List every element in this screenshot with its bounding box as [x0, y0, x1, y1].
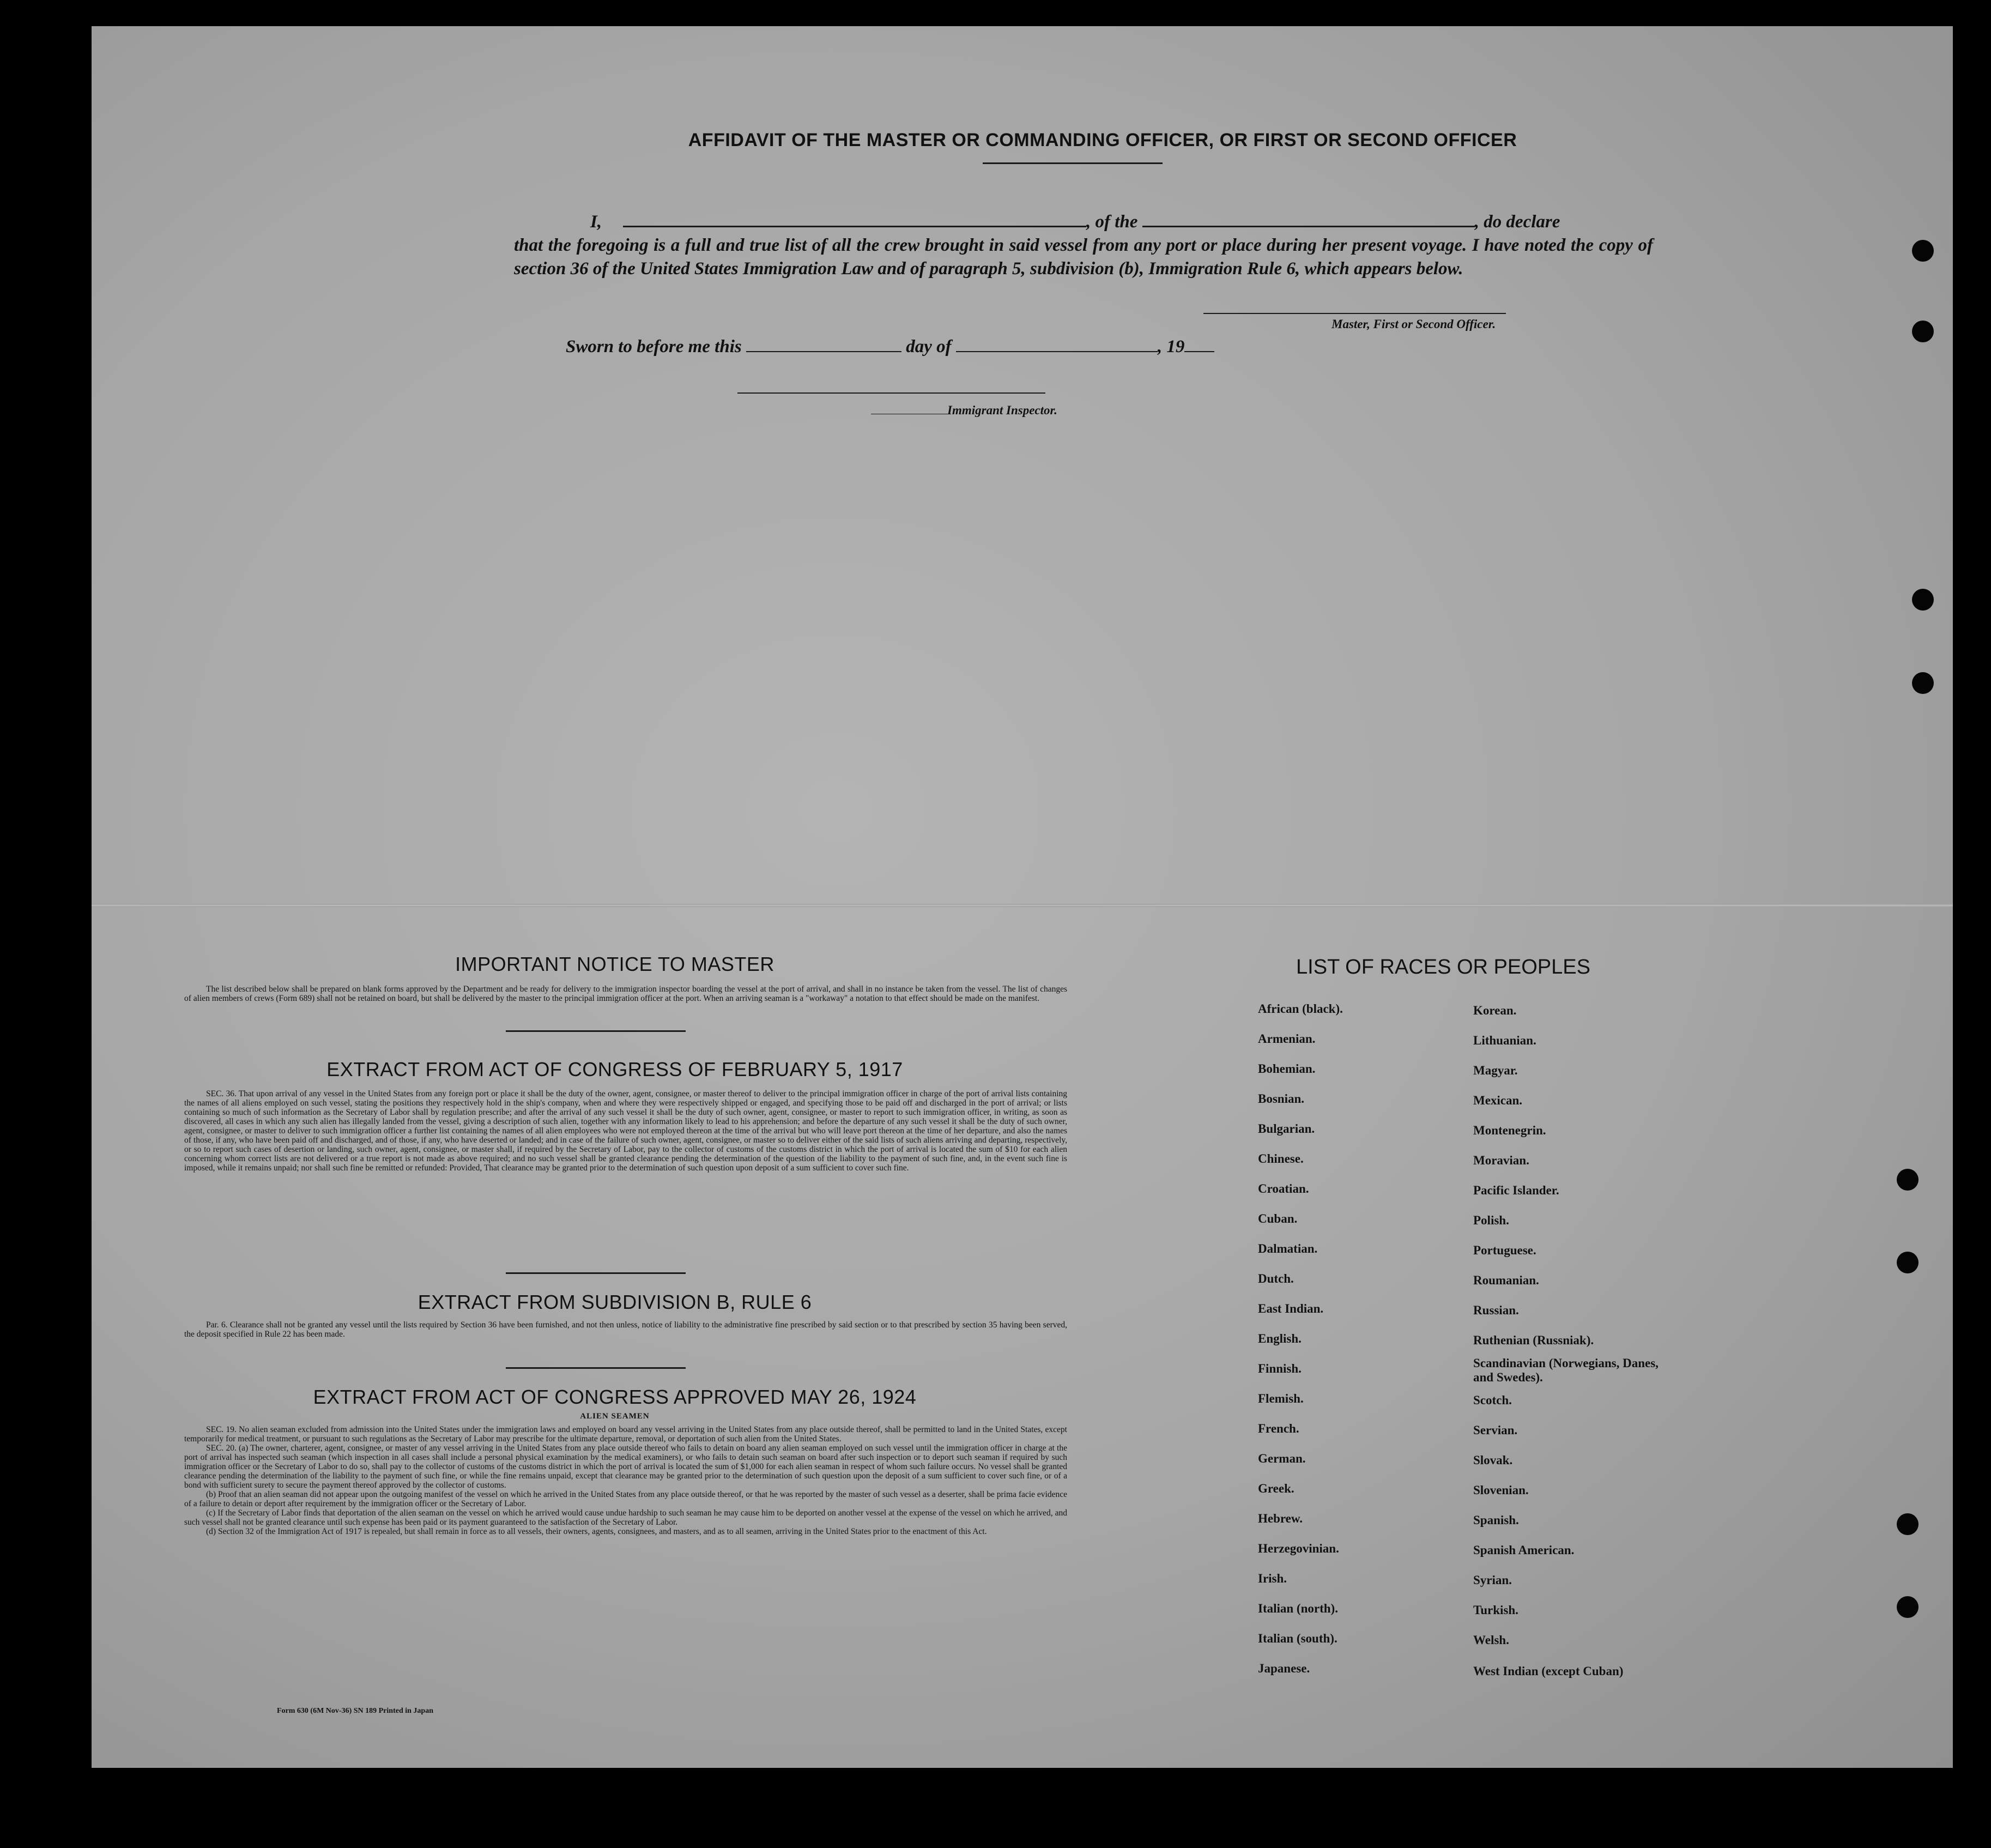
race-right-19: Syrian.	[1473, 1573, 1512, 1587]
race-left-3: Bosnian.	[1258, 1092, 1305, 1106]
sec-19-text: SEC. 19. No alien seaman excluded from admission into the United States under the immigration laws and employed on board any vessel arriving in the United States from any place outside thereof, shall be permitted to land in the United States, except temporarily for medical treatment, or pursuant to such regulations as the Secretary of Labor may prescribe for the ultimate departure, removal, or deportation of such alien from the United States.	[184, 1425, 1067, 1444]
race-right-4: Montenegrin.	[1473, 1124, 1546, 1137]
race-left-22: Japanese.	[1258, 1662, 1310, 1675]
race-left-16: Greek.	[1258, 1482, 1294, 1495]
race-right-2: Magyar.	[1473, 1064, 1518, 1077]
race-left-0: African (black).	[1258, 1002, 1343, 1016]
sworn-prefix: Sworn to before me this	[566, 337, 742, 357]
master-caption: Master, First or Second Officer.	[1332, 317, 1496, 331]
race-left-17: Hebrew.	[1258, 1512, 1303, 1525]
race-left-7: Cuban.	[1258, 1212, 1298, 1225]
extract-1917-title: EXTRACT FROM ACT OF CONGRESS OF FEBRUARY 5, 1917	[326, 1058, 903, 1080]
declare-mid: , of the	[1086, 212, 1138, 232]
race-right-7: Polish.	[1473, 1213, 1509, 1227]
race-left-11: English.	[1258, 1332, 1302, 1345]
divider	[506, 1030, 686, 1032]
punch-hole	[1897, 1596, 1919, 1618]
sec-20c-text: (c) If the Secretary of Labor finds that deportation of the alien seaman on the vessel on which he arrived would cause undue hardship to such seaman he may cause him to be deported on another vessel at the expense of the vessel on which he arrived, and such vessel shall not be granted clearance until such expense has been paid or its payment guaranteed to the satisfaction of the Secretary of Labor.	[184, 1508, 1067, 1527]
race-right-3: Mexican.	[1473, 1094, 1523, 1107]
race-right-18: Spanish American.	[1473, 1543, 1575, 1557]
race-left-6: Croatian.	[1258, 1182, 1309, 1195]
punch-hole	[1912, 321, 1934, 342]
race-right-13: Scotch.	[1473, 1393, 1512, 1407]
sec-20b-text: (b) Proof that an alien seaman did not appear upon the outgoing manifest of the vessel on which he arrived in the United States from any place outside thereof, or that he was reported by the master of such vessel as a deserter, shall be prima facie evidence of a failure to detain or deport after requirement by the immigration officer or the Secretary of Labor.	[184, 1490, 1067, 1508]
race-right-8: Portuguese.	[1473, 1243, 1536, 1257]
affidavit-title: AFFIDAVIT OF THE MASTER OR COMMANDING OFFICER, OR FIRST OR SECOND OFFICER	[688, 130, 1517, 150]
notice-text: The list described below shall be prepared on blank forms approved by the Department and be ready for delivery to the immigration inspector boarding the vessel at the port of arrival, and shall in no instance be taken from the vessel. The list of changes of alien members of crews (Form 689) shall not be retained on board, but shall be delivered by the master to the principal immigration officer at the port. When an arriving seaman is a "workaway" a notation to that effect should be made on the manifest.	[184, 985, 1067, 1003]
sworn-year-label: , 19	[1157, 337, 1185, 357]
declare-prefix: I,	[590, 212, 602, 232]
inspector-signature-line	[737, 392, 1045, 394]
race-right-17: Spanish.	[1473, 1513, 1519, 1527]
race-left-19: Irish.	[1258, 1572, 1287, 1585]
race-left-20: Italian (north).	[1258, 1602, 1338, 1615]
race-left-8: Dalmatian.	[1258, 1242, 1318, 1255]
punch-hole	[1912, 589, 1934, 611]
punch-hole	[1897, 1252, 1919, 1273]
extract-1924-title: EXTRACT FROM ACT OF CONGRESS APPROVED MAY 26, 1924	[313, 1386, 917, 1408]
sworn-day-blank[interactable]	[746, 343, 901, 352]
race-right-21: Welsh.	[1473, 1633, 1509, 1647]
affidavit-declaration	[514, 210, 1653, 281]
race-right-0: Korean.	[1473, 1004, 1517, 1017]
inspector-caption: Immigrant Inspector.	[947, 403, 1057, 417]
race-left-14: French.	[1258, 1422, 1299, 1435]
race-left-12: Finnish.	[1258, 1362, 1302, 1375]
punch-hole	[1912, 672, 1934, 694]
sworn-day-label: day of	[906, 337, 952, 357]
race-left-18: Herzegovinian.	[1258, 1542, 1339, 1555]
races-title: LIST OF RACES OR PEOPLES	[1296, 956, 1590, 979]
sec-20d-text: (d) Section 32 of the Immigration Act of 1917 is repealed, but shall remain in force as to all vessels, their owners, agents, consignees, and masters, and as to all seamen, arriving in the United States prior to the enactment of this Act.	[206, 1527, 987, 1536]
race-left-15: German.	[1258, 1452, 1306, 1465]
race-left-2: Bohemian.	[1258, 1062, 1316, 1076]
inspector-blank[interactable]	[871, 408, 947, 414]
race-right-20: Turkish.	[1473, 1603, 1518, 1617]
fold-line	[92, 904, 1953, 907]
sec-20a-text: SEC. 20. (a) The owner, charterer, agent, consignee, or master of any vessel arriving in the United States from any place outside thereof who fails to detain on board any alien seaman employed on such vessel until the immigration officer in charge at the port of arrival has inspected such seaman (which inspection in all cases shall include a personal physical examination by the medical examiners), or who fails to detain such seaman on board after such inspection or to deport such seaman if required by such immigration officer or the Secretary of Labor to do so, shall pay to the collector of customs of the customs district in which the port of arrival is located the sum of $1,000 for each alien seaman in respect of whom such failure occurs. No vessel shall be granted clearance pending the determination of the liability to the payment of such fine, or while the fine remains unpaid, except that clearance may be granted prior to the determination of such question upon the deposit of a sum sufficient to cover such fine, or of a bond with sufficient surety to secure the payment thereof approved by the collector of customs.	[184, 1444, 1067, 1490]
master-signature-line	[1203, 313, 1506, 314]
race-right-15: Slovak.	[1473, 1453, 1513, 1467]
race-right-12: Scandinavian (Norwegians, Danes, and Swedes).	[1473, 1356, 1659, 1384]
sworn-year-blank[interactable]	[1184, 343, 1214, 352]
divider	[506, 1367, 686, 1369]
race-left-21: Italian (south).	[1258, 1632, 1338, 1645]
document-page	[92, 26, 1953, 1768]
extract-rule6-text: Par. 6. Clearance shall not be granted any vessel until the lists required by Section 36 have been furnished, and not then unless, notice of liability to the administrative fine prescribed by said section or to that prescribed by section 35 having been served, the deposit specified in Rule 22 has been made.	[184, 1320, 1067, 1339]
punch-hole	[1912, 240, 1934, 262]
race-right-5: Moravian.	[1473, 1154, 1529, 1167]
race-left-10: East Indian.	[1258, 1302, 1324, 1315]
sworn-month-blank[interactable]	[956, 343, 1158, 352]
notice-title: IMPORTANT NOTICE TO MASTER	[455, 953, 774, 975]
declare-suffix: , do declare	[1474, 212, 1560, 232]
sworn-line	[566, 337, 1214, 357]
declaration-body: that the foregoing is a full and true list of all the crew brought in said vessel from any port or place during her present voyage. I have noted the copy of section 36 of the United States Immigration Law and of paragraph 5, subdivision (b), Immigration Rule 6, which appears below.	[514, 235, 1653, 279]
race-left-13: Flemish.	[1258, 1392, 1304, 1405]
punch-hole	[1897, 1513, 1919, 1535]
divider	[506, 1272, 686, 1274]
race-right-14: Servian.	[1473, 1423, 1518, 1437]
extract-1924-body	[184, 1425, 1067, 1536]
title-underline	[983, 162, 1163, 164]
extract-1917-text: SEC. 36. That upon arrival of any vessel in the United States from any foreign port or place it shall be the duty of the owner, agent, consignee, or master thereof to deliver to the principal immigration officer in charge of the port of arrival lists containing the names of all aliens employed on such vessel, stating the positions they respectively hold in the ship's company, when and where they were respectively shipped or engaged, and specifying those to be paid off and discharged in the port of arrival; or lists containing so much of such information as the Secretary of Labor shall by regulation prescribe; and after the arrival of any such vessel it shall be the duty of such owner, agent, consignee, or master to report to such immigration officer, in writing, as soon as discovered, all cases in which any such alien has illegally landed from the vessel, giving a description of such alien, together with any information likely to lead to his apprehension; and before the departure of any such vessel it shall be the duty of such owner, agent, consignee, or master to deliver to such immigration officer a further list containing the names of all alien employees who were not employed thereon at the time of the arrival but who will leave port thereon at the time of her departure, and also the names of those, if any, who have been paid off and discharged, and of those, if any, who have deserted or landed; and in case of the failure of such owner, agent, consignee, or master so to deliver either of the said lists of such aliens arriving and departing, respectively, or so to report such cases of desertion or landing, such owner, agent, consignee, or master shall, if required by the Secretary of Labor, pay to the collector of customs of the customs district in which the port of arrival is located the sum of $10 for each alien concerning whom correct lists are not delivered or a true report is not made as above required; and no such vessel shall be granted clearance pending the determination of the question of the liability to the payment of such fine, and, in the event such fine is imposed, while it remains unpaid; nor shall such fine be remitted or refunded: Provided, That clearance may be granted prior to the determination of such question upon deposit of a sum sufficient to cover such fine.	[184, 1089, 1067, 1173]
race-left-5: Chinese.	[1258, 1152, 1304, 1165]
race-right-11: Ruthenian (Russniak).	[1473, 1333, 1594, 1347]
race-left-1: Armenian.	[1258, 1032, 1316, 1046]
extract-rule6-title: EXTRACT FROM SUBDIVISION B, RULE 6	[417, 1291, 812, 1313]
race-left-9: Dutch.	[1258, 1272, 1294, 1285]
inspector-line	[871, 403, 1057, 418]
race-right-10: Russian.	[1473, 1303, 1519, 1317]
vessel-blank[interactable]	[1142, 213, 1475, 227]
race-right-22: West Indian (except Cuban)	[1473, 1664, 1624, 1678]
race-right-1: Lithuanian.	[1473, 1034, 1536, 1047]
race-left-4: Bulgarian.	[1258, 1122, 1315, 1136]
race-right-16: Slovenian.	[1473, 1483, 1529, 1497]
race-right-6: Pacific Islander.	[1473, 1183, 1559, 1197]
name-blank[interactable]	[623, 213, 1086, 227]
race-right-9: Roumanian.	[1473, 1273, 1539, 1287]
form-number: Form 630 (6M Nov-36) SN 189 Printed in Japan	[277, 1707, 433, 1715]
punch-hole	[1897, 1169, 1919, 1191]
extract-1924-subtitle: ALIEN SEAMEN	[580, 1412, 650, 1421]
